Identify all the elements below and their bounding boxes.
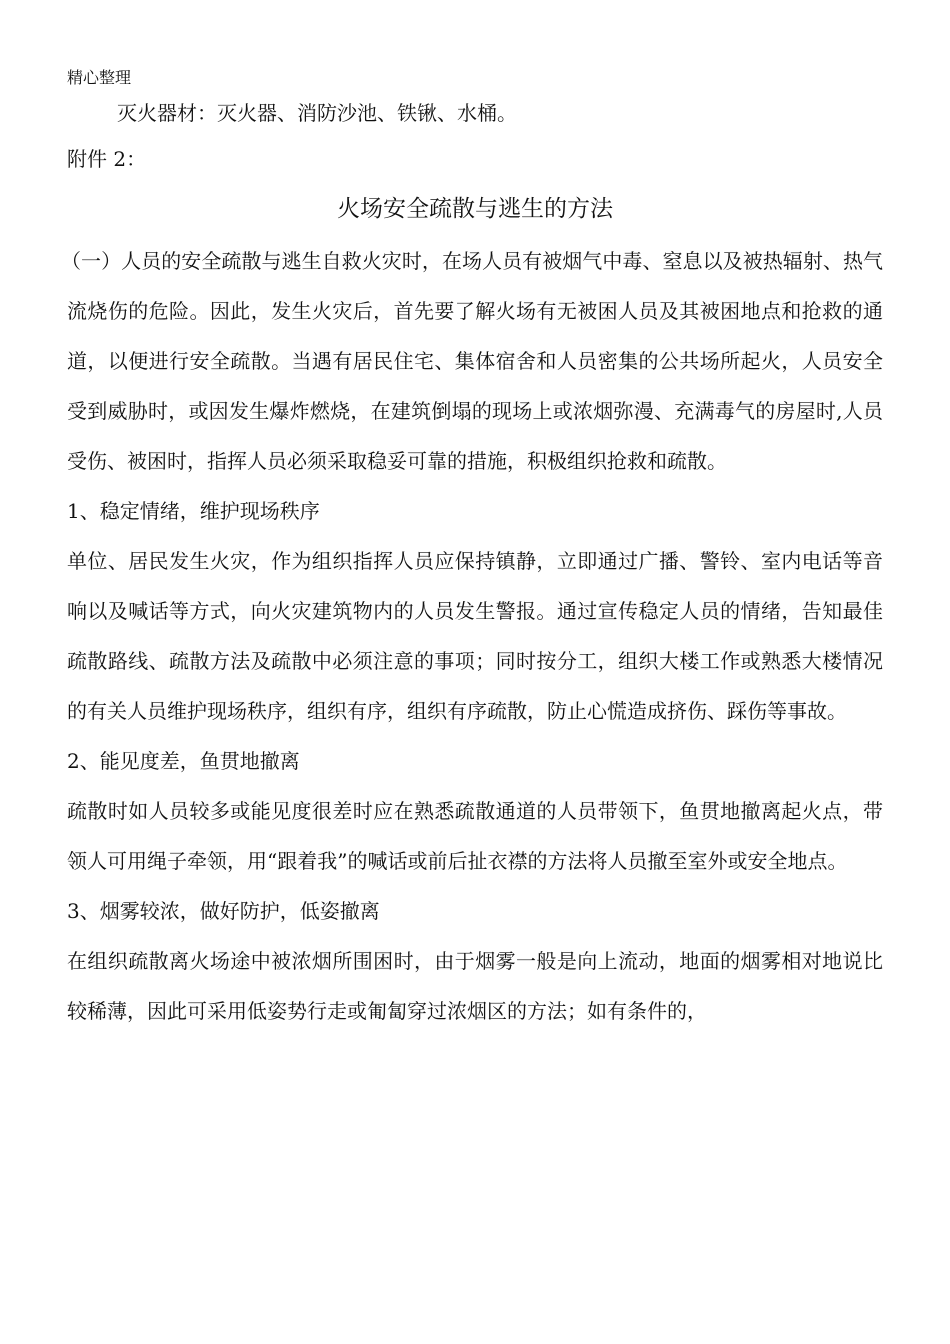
paragraph-section-2: 疏散时如人员较多或能见度很差时应在熟悉疏散通道的人员带领下，鱼贯地撤离起火点，带领人可用绳子牵领，用“跟着我”的喊话或前后扯衣襟的方法将人员撤至室外或安全地点。 [67,799,883,873]
section-heading-3: 3、烟雾较浓，做好防护，低姿撤离 [67,899,380,923]
paragraph-section-1: 单位、居民发生火灾，作为组织指挥人员应保持镇静，立即通过广播、警铃、室内电话等音响以及喊话等方式，向火灾建筑物内的人员发生警报。通过宣传稳定人员的情绪，告知最佳疏散路线、疏散方法及疏散中必须注意的事项；同时按分工，组织大楼工作或熟悉大楼情况的有关人员维护现场秩序，组织有序，组织有序疏散，防止心慌造成挤伤、踩伤等事故。 [67,549,883,723]
document-title: 火场安全疏散与逃生的方法 [337,196,613,222]
paragraph-section-3: 在组织疏散离火场途中被浓烟所围困时，由于烟雾一般是向上流动，地面的烟雾相对地说比较稀薄，因此可采用低姿势行走或匍匐穿过浓烟区的方法；如有条件的， [67,949,883,1023]
equipment-line: 灭火器材：灭火器、消防沙池、铁锹、水桶。 [117,101,517,125]
paragraph-intro: （一）人员的安全疏散与逃生自救火灾时，在场人员有被烟气中毒、窒息以及被热辐射、热气流烧伤的危险。因此，发生火灾后，首先要了解火场有无被困人员及其被困地点和抢救的通道，以便进行安全疏散。当遇有居民住宅、集体宿舍和人员密集的公共场所起火，人员安全受到威胁时，或因发生爆炸燃烧，在建筑倒塌的现场上或浓烟弥漫、充满毒气的房屋时,人员受伤、被困时，指挥人员必须采取稳妥可靠的措施，积极组织抢救和疏散。 [61,249,883,473]
section-heading-2: 2、能见度差，鱼贯地撤离 [67,749,300,773]
document-body [61,236,883,1036]
attachment-label: 附件 2： [67,147,147,171]
section-heading-1: 1、稳定情绪，维护现场秩序 [67,499,320,523]
header-note: 精心整理 [67,68,132,87]
